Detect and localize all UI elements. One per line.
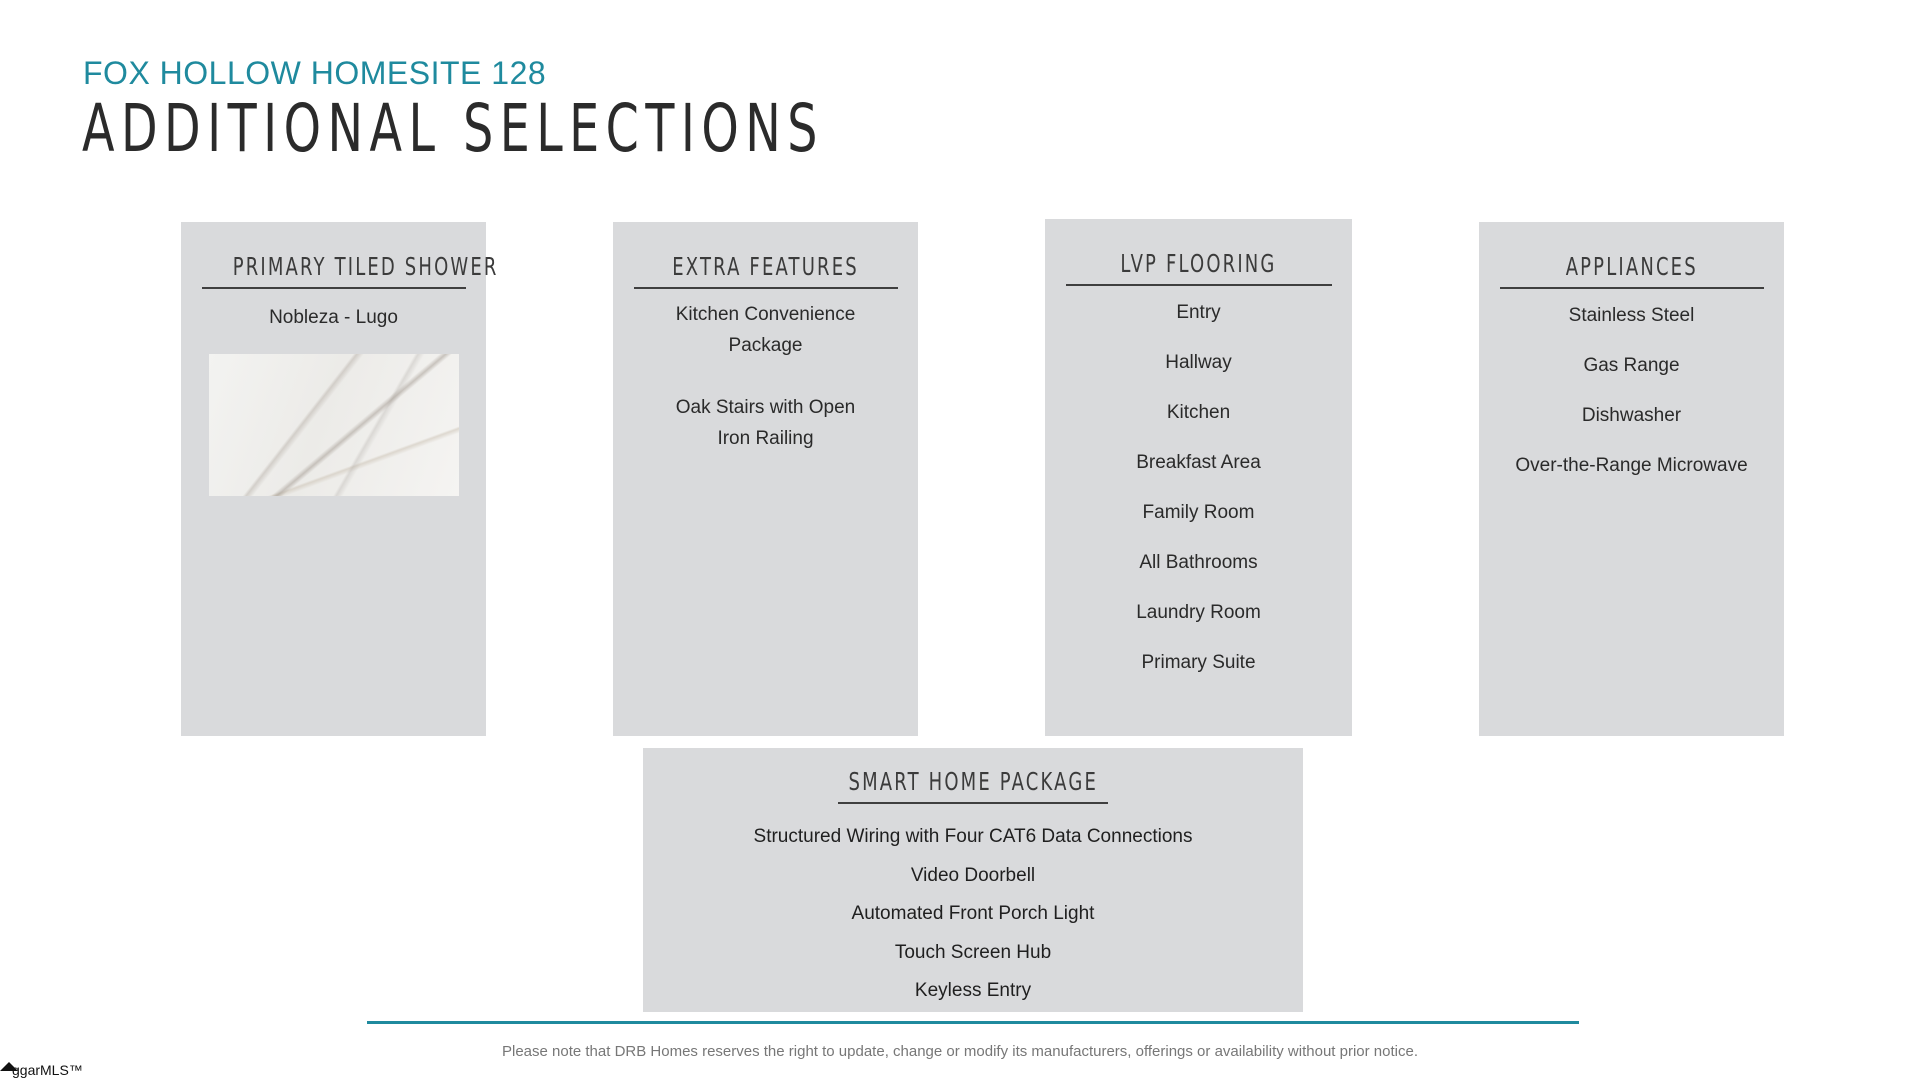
card-heading: SMART HOME PACKAGE — [848, 767, 1098, 796]
page-title: ADDITIONAL SELECTIONS — [82, 90, 824, 167]
list-item: Over-the-Range Microwave — [1515, 455, 1748, 476]
item-list — [1479, 301, 1784, 501]
page-subtitle: FOX HOLLOW HOMESITE 128 — [83, 55, 547, 91]
house-icon — [0, 1062, 18, 1071]
heading-divider — [1500, 287, 1764, 289]
list-item: Stainless Steel — [1568, 305, 1695, 326]
item-list — [643, 818, 1303, 1011]
list-item: Family Room — [1142, 502, 1255, 523]
list-item: All Bathrooms — [1139, 552, 1258, 573]
list-item: Primary Suite — [1141, 652, 1256, 673]
list-item: Dishwasher — [1581, 405, 1682, 426]
list-item: Keyless Entry — [914, 980, 1032, 1001]
heading-divider — [634, 287, 898, 289]
card-heading: EXTRA FEATURES — [672, 252, 859, 281]
list-item: Touch Screen Hub — [894, 941, 1052, 963]
list-item: Kitchen — [1166, 402, 1231, 423]
heading-divider — [1066, 284, 1332, 286]
mls-logo — [0, 1062, 83, 1078]
marble-tile-swatch-image — [209, 354, 459, 496]
list-item: Nobleza - Lugo — [269, 307, 398, 328]
card-appliances — [1479, 222, 1784, 736]
list-item: Automated Front Porch Light — [851, 903, 1095, 924]
item-list — [1045, 298, 1352, 698]
card-smart-home-package — [643, 748, 1303, 1012]
list-item: Laundry Room — [1136, 602, 1261, 623]
item-list — [613, 299, 918, 454]
card-heading: APPLIANCES — [1565, 252, 1698, 281]
list-item: Entry — [1176, 302, 1221, 323]
list-item: Structured Wiring with Four CAT6 Data Connections — [753, 826, 1193, 847]
logo-text: ggarMLS™ — [12, 1062, 83, 1078]
heading-divider — [202, 287, 466, 289]
list-item: Video Doorbell — [910, 864, 1036, 886]
item-list — [181, 307, 486, 329]
disclaimer-text: Please note that DRB Homes reserves the right to update, change or modify its manufacturers, offerings or availability without prior notice. — [501, 1043, 1418, 1060]
footer-divider — [367, 1021, 1579, 1024]
list-item: Kitchen Convenience Package — [675, 304, 856, 356]
card-heading: LVP FLOORING — [1120, 249, 1277, 278]
card-lvp-flooring — [1045, 219, 1352, 736]
card-primary-tiled-shower — [181, 222, 499, 736]
list-item: Oak Stairs with Open Iron Railing — [675, 397, 856, 449]
list-item: Breakfast Area — [1136, 452, 1261, 473]
card-heading: PRIMARY TILED SHOWER — [232, 252, 499, 281]
list-item: Gas Range — [1583, 355, 1680, 376]
heading-divider — [838, 802, 1108, 804]
card-extra-features — [613, 222, 918, 736]
list-item: Hallway — [1165, 352, 1232, 373]
